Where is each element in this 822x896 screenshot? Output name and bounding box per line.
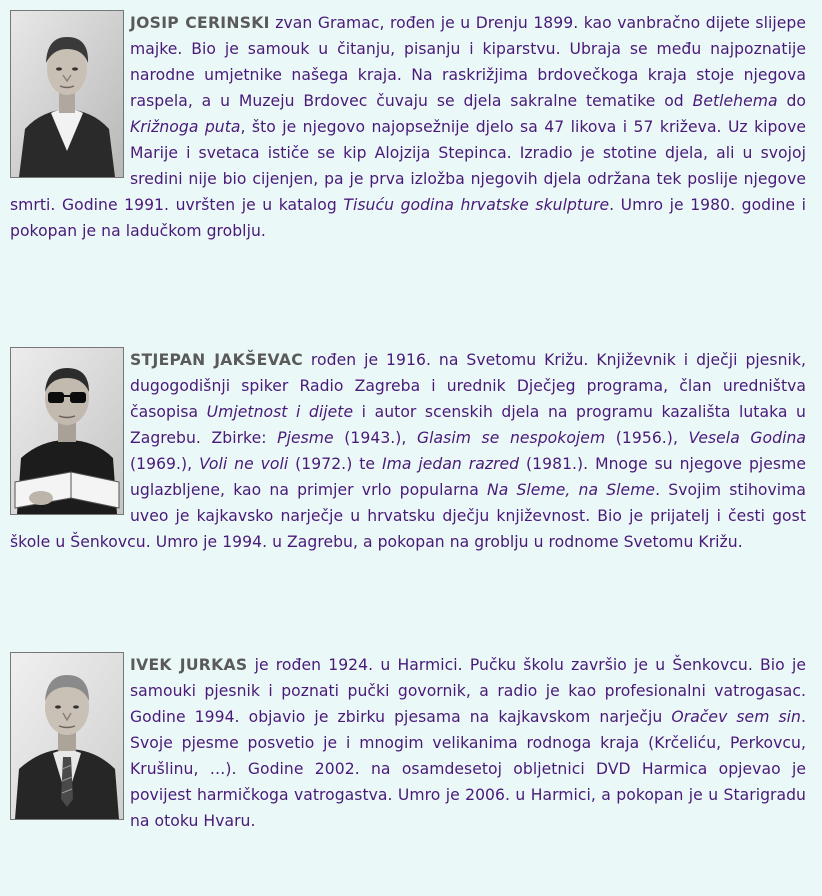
biography-text bbox=[10, 351, 806, 551]
biography-text bbox=[10, 14, 806, 240]
italic-title-text: Ima jedan razred bbox=[381, 455, 520, 473]
portrait-photo-cerinski bbox=[10, 10, 124, 178]
biography-text bbox=[130, 656, 806, 830]
body-text-run: je rođen 1924. u Harmici. Pučku školu završio je u Šenkovcu. Bio je samouki pjesnik i poznati pučki govornik, a radio je kao profesionalni vatrogasac. Godine 1994. objavio je zbirku pjesama na kajkavskom narječju bbox=[130, 656, 806, 726]
biography-jurkas bbox=[10, 652, 806, 834]
body-text-run: do bbox=[777, 92, 806, 110]
body-text-run: (1969.), bbox=[130, 455, 200, 473]
person-name: STJEPAN JAKŠEVAC bbox=[130, 351, 303, 369]
body-text-run: , što je njegovo najopsežnije djelo sa 47 likova i 57 križeva. Uz kipove Marije i svetaca ističe se kip Alojzija Stepinca. Izradio je stotine djela, ali u svojoj sredini nije bio cijenjen, pa je prva izložba njegovih djela održana tek poslije njegove smrti. Godine 1991. uvršten je u katalog bbox=[10, 118, 806, 214]
person-name: IVEK JURKAS bbox=[130, 656, 248, 674]
body-text-run: rođen je 1916. na Svetomu Križu. Književnik i dječji pjesnik, dugogodišnji spiker Radio Zagreba i urednik Dječjeg programa, član uredništva časopisa bbox=[130, 351, 806, 421]
biography-cerinski bbox=[10, 10, 806, 244]
body-text-run: i autor scenskih djela na programu kazališta lutaka u Zagrebu. Zbirke: bbox=[130, 403, 806, 447]
italic-title-text: Pjesme bbox=[277, 429, 334, 447]
body-text-run: (1956.), bbox=[605, 429, 689, 447]
body-text-run: . Svoje pjesme posvetio je i mnogim velikanima rodnoga kraja (Krčeliću, Perkovcu, Krušlinu, …). Godine 2002. na osamdesetoj obljetnici DVD Harmica opjevao je povijest harmičkoga vatrogastva. Umro je 2006. u Harmici, a pokopan je u Starigradu na otoku Hvaru. bbox=[130, 708, 806, 830]
italic-title-text: Na Sleme, na Sleme bbox=[486, 481, 656, 499]
italic-title-text: Vesela Godina bbox=[688, 429, 806, 447]
italic-title-text: Križnoga puta bbox=[130, 118, 241, 136]
body-text-run: . Umro je 1980. godine i pokopan je na ladučkom groblju. bbox=[10, 196, 806, 240]
italic-title-text: Betlehema bbox=[692, 92, 778, 110]
body-text-run: zvan Gramac, rođen je u Drenju 1899. kao vanbračno dijete slijepe majke. Bio je samouk u čitanju, pisanju i kiparstvu. Ubraja se među najpoznatije narodne umjetnike našega kraja. Na raskrižjima brdovečkoga kraja stoje njegova raspela, a u Muzeju Brdovec čuvaju se djela sakralne tematike od bbox=[130, 14, 806, 110]
italic-title-text: Voli ne voli bbox=[199, 455, 289, 473]
italic-title-text: Umjetnost i dijete bbox=[206, 403, 354, 421]
body-text-run: . Svojim stihovima uveo je kajkavsko narječje u hrvatsku dječju književnost. Bio je prijatelj i česti gost škole u Šenkovcu. Umro je 1994. u Zagrebu, a pokopan na groblju u rodnome Svetomu Križu. bbox=[10, 481, 807, 551]
italic-title-text: Tisuću godina hrvatske skulpture bbox=[343, 196, 610, 214]
body-text-run: (1943.), bbox=[333, 429, 418, 447]
body-text-run: (1981.). Mnoge su njegove pjesme uglazbljene, kao na primjer vrlo popularna bbox=[130, 455, 806, 499]
italic-title-text: Glasim se nespokojem bbox=[417, 429, 606, 447]
portrait-photo-jurkas bbox=[10, 652, 124, 820]
person-name: JOSIP CERINSKI bbox=[130, 14, 270, 32]
portrait-photo-jaksevac bbox=[10, 347, 124, 515]
body-text-run: (1972.) te bbox=[288, 455, 382, 473]
biography-jaksevac bbox=[10, 347, 806, 555]
italic-title-text: Oračev sem sin bbox=[671, 708, 801, 726]
